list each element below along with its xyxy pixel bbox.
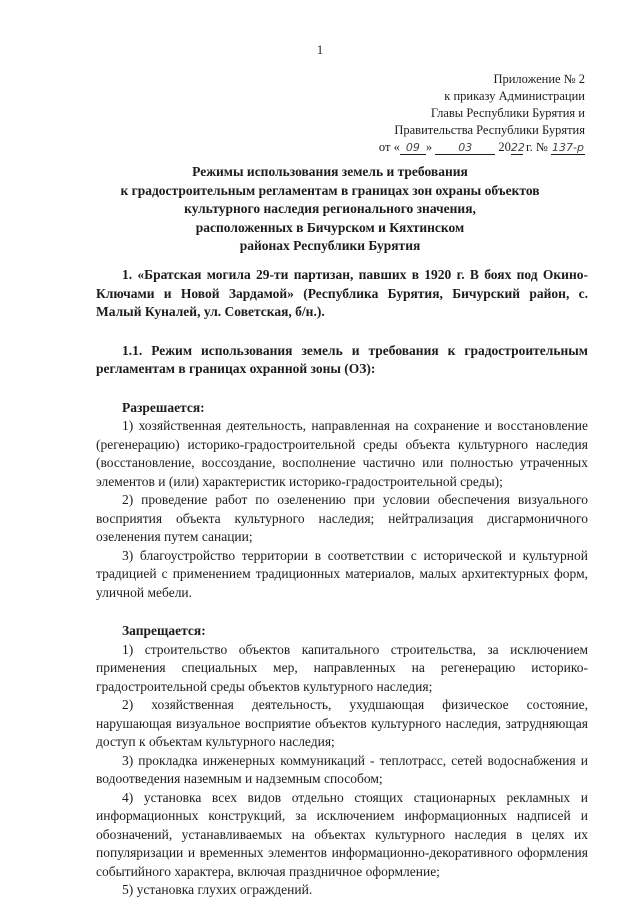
allowed-item: 1) хозяйственная деятельность, направленная на сохранение и восстановление (регенерацию) историко-градостроительной среды объекта культурного наследия (восстановление, воссоздание, восполнение частично или полностью утраченных элементов и (или) характеристик историко-градостроительной среды); (96, 418, 588, 489)
order-date-line (379, 139, 585, 156)
title-line-3: культурного наследия регионального значения, (184, 201, 476, 216)
handwritten-order-number: 137-р (552, 141, 584, 154)
forbidden-heading: Запрещается: (122, 623, 206, 638)
appendix-line-1: Приложение № 2 (493, 72, 585, 86)
appendix-line-2: к приказу Администрации (444, 89, 585, 103)
forbidden-item: 2) хозяйственная деятельность, ухудшающая физическое состояние, нарушающая визуальное восприятие объектов культурного наследия, затрудняющая доступ к объектам культурного наследия; (96, 697, 588, 749)
forbidden-item: 4) установка всех видов отдельно стоящих стационарных рекламных и информационных конструкций, за исключением информационных надписей и обозначений, устанавливаемых на объектах культурного наследия в целях их популяризации и временных элементов информационно-декоративного оформления событийного характера, включая праздничное оформление; (96, 789, 588, 879)
appendix-line-3: Главы Республики Бурятия и (430, 106, 585, 120)
handwritten-year: 22 (510, 141, 525, 154)
appendix-line-4: Правительства Республики Бурятия (394, 123, 585, 137)
section-spacer (96, 602, 588, 622)
handwritten-month: 03 (435, 141, 495, 155)
handwritten-day: 09 (400, 141, 426, 155)
forbidden-item: 5) установка глухих ограждений. (122, 882, 313, 897)
page-number: 1 (316, 43, 324, 57)
forbidden-item: 3) прокладка инженерных коммуникаций - теплотрасс, сетей водоснабжения и водоотведения наземным и надземным способом; (96, 752, 588, 786)
title-line-4: расположенных в Бичурском и Кяхтинском (195, 219, 465, 235)
allowed-item: 2) проведение работ по озеленению при условии обеспечения визуального восприятия объекта культурного наследия; нейтрализация дисгармоничного озеленения путем санации; (96, 492, 588, 544)
title-line-5: районах Республики Бурятия (239, 238, 421, 253)
allowed-item: 3) благоустройство территории в соответствии с исторической и культурной традицией с применением традиционных материалов, малых архитектурных форм, уличной мебели. (96, 547, 588, 600)
document-body (96, 266, 588, 900)
number-prefix: г. № (525, 140, 548, 154)
title-line-1: Режимы использования земель и требования (192, 164, 468, 179)
subsection-heading: 1.1. Режим использования земель и требования к градостроительным регламентам в границах охранной зоны (ОЗ): (96, 342, 588, 376)
allowed-heading: Разрешается: (122, 399, 205, 415)
date-mid: » (425, 140, 433, 154)
forbidden-item: 1) строительство объектов капитального строительства, за исключением применения специальных мер, направленных на регенерацию историко-градостроительной среды объектов культурного наследия; (96, 641, 588, 694)
title-line-2: к градостроительным регламентам в границах зон охраны объектов (120, 182, 540, 198)
appendix-block (379, 71, 585, 156)
date-prefix: от « (378, 140, 400, 154)
year-prefix: 20 (498, 140, 511, 154)
section-heading: 1. «Братская могила 29-ти партизан, павших в 1920 г. В боях под Окино-Ключами и Новой Зардамой» (Республика Бурятия, Бичурский район, с. Малый Куналей, ул. Советская, б/н.). (96, 267, 588, 319)
document-title (60, 163, 600, 256)
